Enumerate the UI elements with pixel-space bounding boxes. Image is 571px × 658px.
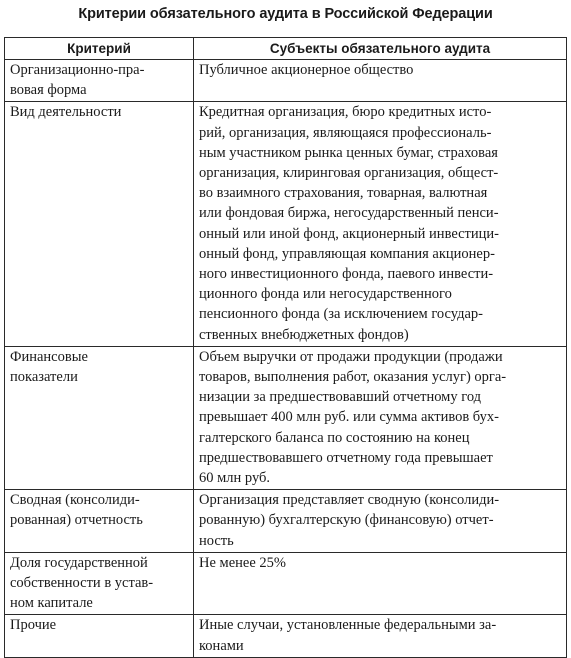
text-line: ного инвестиционного фонда, паевого инвести- <box>199 266 494 283</box>
subjects-cell <box>194 552 567 615</box>
audit-criteria-table <box>4 37 567 658</box>
text-line: ном капитале <box>10 595 93 612</box>
text-line: рованная) отчетность <box>10 512 143 529</box>
text-line: ным участником рынка ценных бумаг, страховая <box>199 144 498 161</box>
text-line: пенсионного фонда (за исключением государ- <box>199 306 484 323</box>
text-line: собственности в устав- <box>10 575 154 592</box>
subjects-cell <box>194 102 567 346</box>
criterion-cell <box>5 346 194 489</box>
text-line: Сводная (консолиди- <box>10 492 140 509</box>
text-line: 60 млн руб. <box>199 470 271 487</box>
text-line: конами <box>199 637 244 654</box>
text-line: онный или иной фонд, акционерный инвестици- <box>199 225 500 242</box>
text-line: Вид деятельности <box>10 104 122 121</box>
criterion-cell <box>5 552 194 615</box>
criterion-cell <box>5 60 194 102</box>
text-line: или фондовая биржа, негосударственный пенси- <box>199 205 499 222</box>
text-line: Организация представляет сводную (консолиди- <box>199 492 500 509</box>
text-line: ственных внебюджетных фондов) <box>199 326 409 343</box>
text-line: Доля государственной <box>10 554 148 571</box>
text-line: низации за предшествовавший отчетному год <box>199 389 482 406</box>
table-row <box>5 102 567 346</box>
criterion-cell <box>5 490 194 553</box>
page-title: Критерии обязательного аудита в Российской Федерации <box>78 6 493 22</box>
table-row <box>5 552 567 615</box>
text-line: Не менее 25% <box>199 554 286 571</box>
text-line: Организационно-пра- <box>10 62 145 78</box>
text-line: Объем выручки от продажи продукции (продажи <box>199 348 503 365</box>
text-line: Кредитная организация, бюро кредитных исто- <box>199 104 492 121</box>
text-line: Финансовые <box>10 348 88 365</box>
criterion-cell <box>5 102 194 346</box>
text-line: предшествовавшего отчетному года превышает <box>199 449 493 466</box>
table-header-row <box>5 38 567 60</box>
subjects-cell <box>194 615 567 657</box>
text-line: вовая форма <box>10 82 87 99</box>
column-header-criterion: Критерий <box>5 38 194 60</box>
text-line: рованную) бухгалтерскую (финансовую) отчет- <box>199 512 494 529</box>
text-line: Прочие <box>10 617 57 634</box>
table-row <box>5 490 567 553</box>
text-line: во взаимного страхования, товарная, валютная <box>199 185 488 202</box>
text-line: ционного фонда или негосударственного <box>199 286 452 303</box>
table-row <box>5 346 567 489</box>
text-line: Иные случаи, установленные федеральными за- <box>199 617 497 634</box>
subjects-cell <box>194 490 567 553</box>
subjects-cell <box>194 60 567 102</box>
text-line: онный фонд, управляющая компания акционер- <box>199 245 495 262</box>
table-row <box>5 60 567 102</box>
text-line: рий, организация, являющаяся профессиональ- <box>199 124 492 141</box>
subjects-cell <box>194 346 567 489</box>
table-row <box>5 615 567 657</box>
text-line: показатели <box>10 369 78 386</box>
text-line: Публичное акционерное общество <box>199 62 414 78</box>
text-line: ность <box>199 532 234 549</box>
text-line: организация, клиринговая организация, общест- <box>199 165 499 182</box>
text-line: превышает 400 млн руб. или сумма активов бух- <box>199 409 499 426</box>
column-header-subjects: Субъекты обязательного аудита <box>194 38 567 60</box>
criterion-cell <box>5 615 194 657</box>
text-line: галтерского баланса по состоянию на конец <box>199 429 470 446</box>
text-line: товаров, выполнения работ, оказания услуг) орга- <box>199 369 507 386</box>
